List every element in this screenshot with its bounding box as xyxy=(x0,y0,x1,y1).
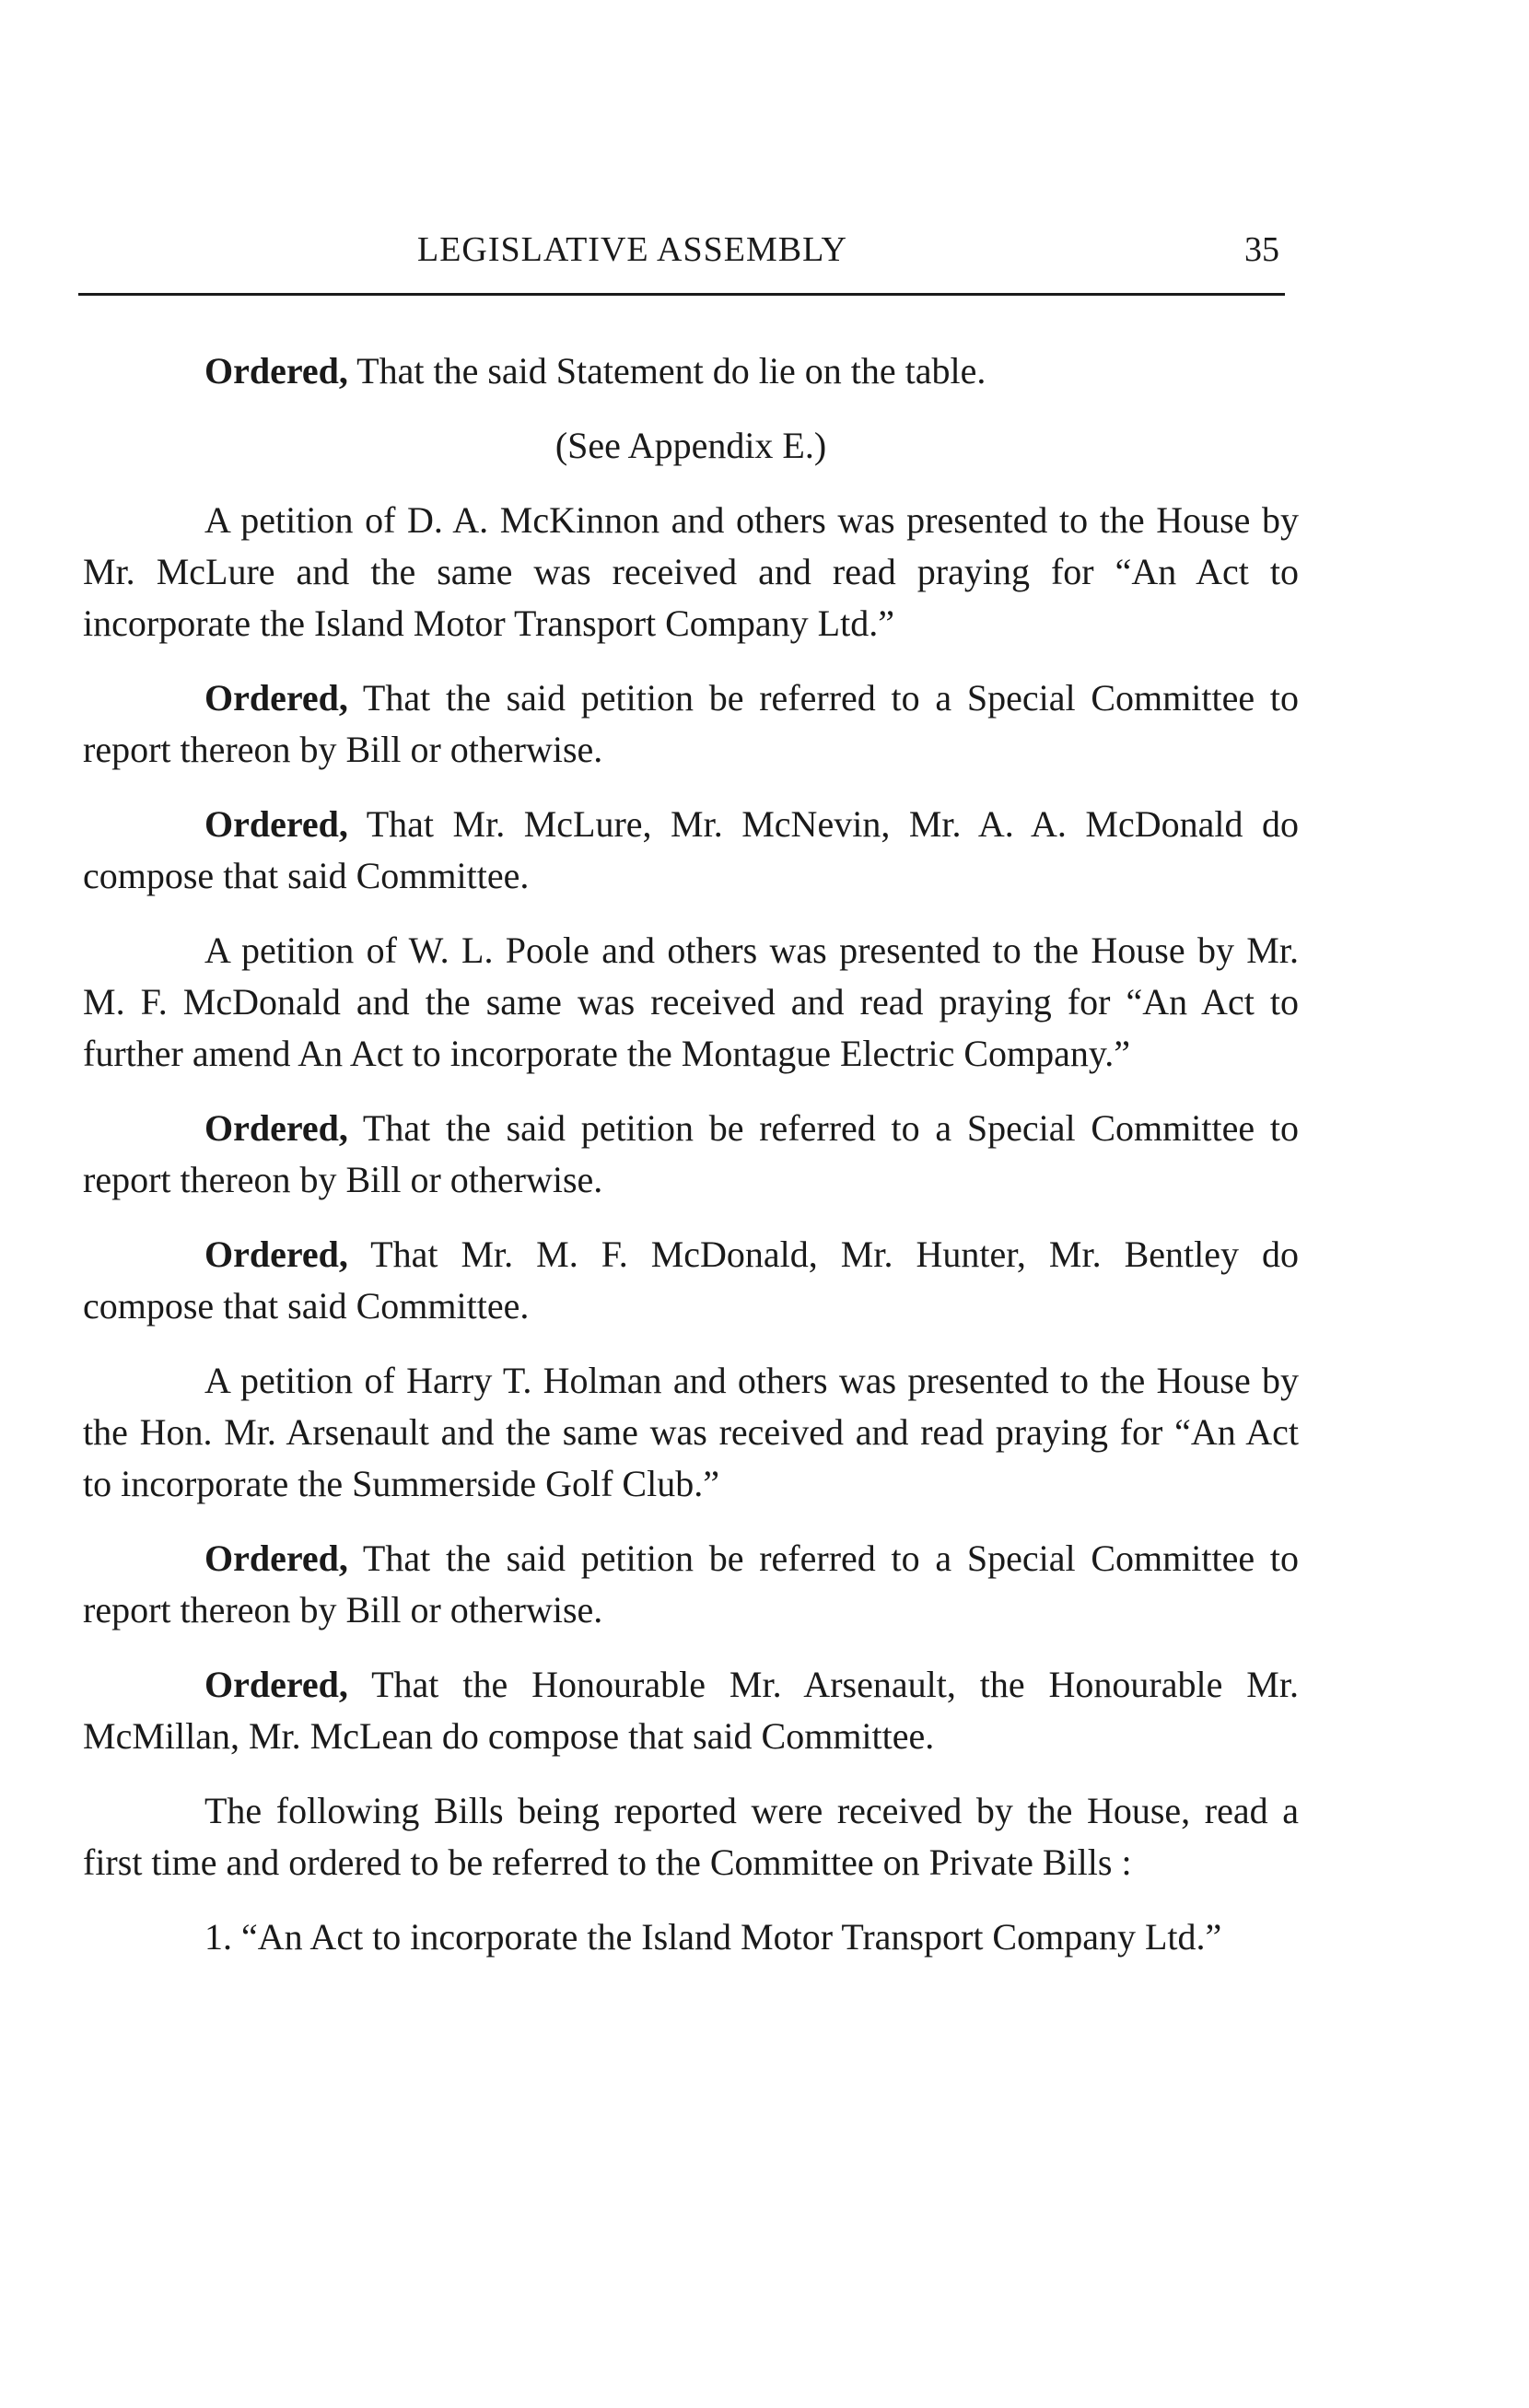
paragraph xyxy=(83,672,1299,776)
ordered-lead: Ordered, xyxy=(204,1664,348,1705)
paragraph-text: That the said petition be referred to a Special Committee to report thereon by Bill or otherwise. xyxy=(83,1107,1299,1200)
bills-paragraph xyxy=(83,1785,1299,1888)
paragraph-text: That Mr. M. F. McDonald, Mr. Hunter, Mr. Bentley do compose that said Committee. xyxy=(83,1233,1299,1327)
petition-paragraph xyxy=(83,925,1299,1080)
paragraph-text: That the said Statement do lie on the table. xyxy=(347,350,986,392)
page-header xyxy=(78,224,1285,288)
header-rule xyxy=(78,293,1285,296)
ordered-lead: Ordered, xyxy=(204,1107,348,1149)
ordered-lead: Ordered, xyxy=(204,1233,348,1275)
paragraph xyxy=(83,1533,1299,1636)
ordered-lead: Ordered, xyxy=(204,803,348,845)
paragraph-text: The following Bills being reported were received by the House, read a first time and ordered to be referred to the Committee on Private Bills : xyxy=(83,1790,1299,1883)
appendix-reference xyxy=(83,420,1299,472)
paragraph-text: That the said petition be referred to a Special Committee to report thereon by Bill or otherwise. xyxy=(83,1537,1299,1631)
paragraph-text: 1. “An Act to incorporate the Island Motor Transport Company Ltd.” xyxy=(204,1916,1222,1958)
paragraph xyxy=(83,1103,1299,1206)
paragraph xyxy=(83,345,1299,397)
bill-list-item xyxy=(83,1911,1299,1963)
document-body xyxy=(83,345,1299,1986)
paragraph xyxy=(83,1229,1299,1332)
paragraph-text: A petition of D. A. McKinnon and others was presented to the House by Mr. McLure and the same was received and read praying for “An Act to incorporate the Island Motor Transport Company Ltd.” xyxy=(83,499,1299,644)
paragraph-text: That the said petition be referred to a Special Committee to report thereon by Bill or otherwise. xyxy=(83,677,1299,770)
paragraph xyxy=(83,1659,1299,1762)
petition-paragraph xyxy=(83,495,1299,649)
petition-paragraph xyxy=(83,1355,1299,1510)
paragraph-text: That the Honourable Mr. Arsenault, the Honourable Mr. McMillan, Mr. McLean do compose that said Committee. xyxy=(83,1664,1299,1757)
paragraph-text: A petition of Harry T. Holman and others was presented to the House by the Hon. Mr. Arsenault and the same was received and read praying for “An Act to incorporate the Summerside Golf Club.” xyxy=(83,1360,1299,1504)
ordered-lead: Ordered, xyxy=(204,350,348,392)
page-number: 35 xyxy=(1244,230,1279,269)
paragraph-text: A petition of W. L. Poole and others was presented to the House by Mr. M. F. McDonald and the same was received and read praying for “An Act to further amend An Act to incorporate the Montague Electric Company.” xyxy=(83,929,1299,1074)
paragraph-text: That Mr. McLure, Mr. McNevin, Mr. A. A. McDonald do compose that said Committee. xyxy=(83,803,1299,896)
ordered-lead: Ordered, xyxy=(204,677,348,719)
paragraph-text: (See Appendix E.) xyxy=(554,425,827,466)
running-head: LEGISLATIVE ASSEMBLY xyxy=(417,230,847,269)
paragraph xyxy=(83,799,1299,902)
ordered-lead: Ordered, xyxy=(204,1537,348,1579)
